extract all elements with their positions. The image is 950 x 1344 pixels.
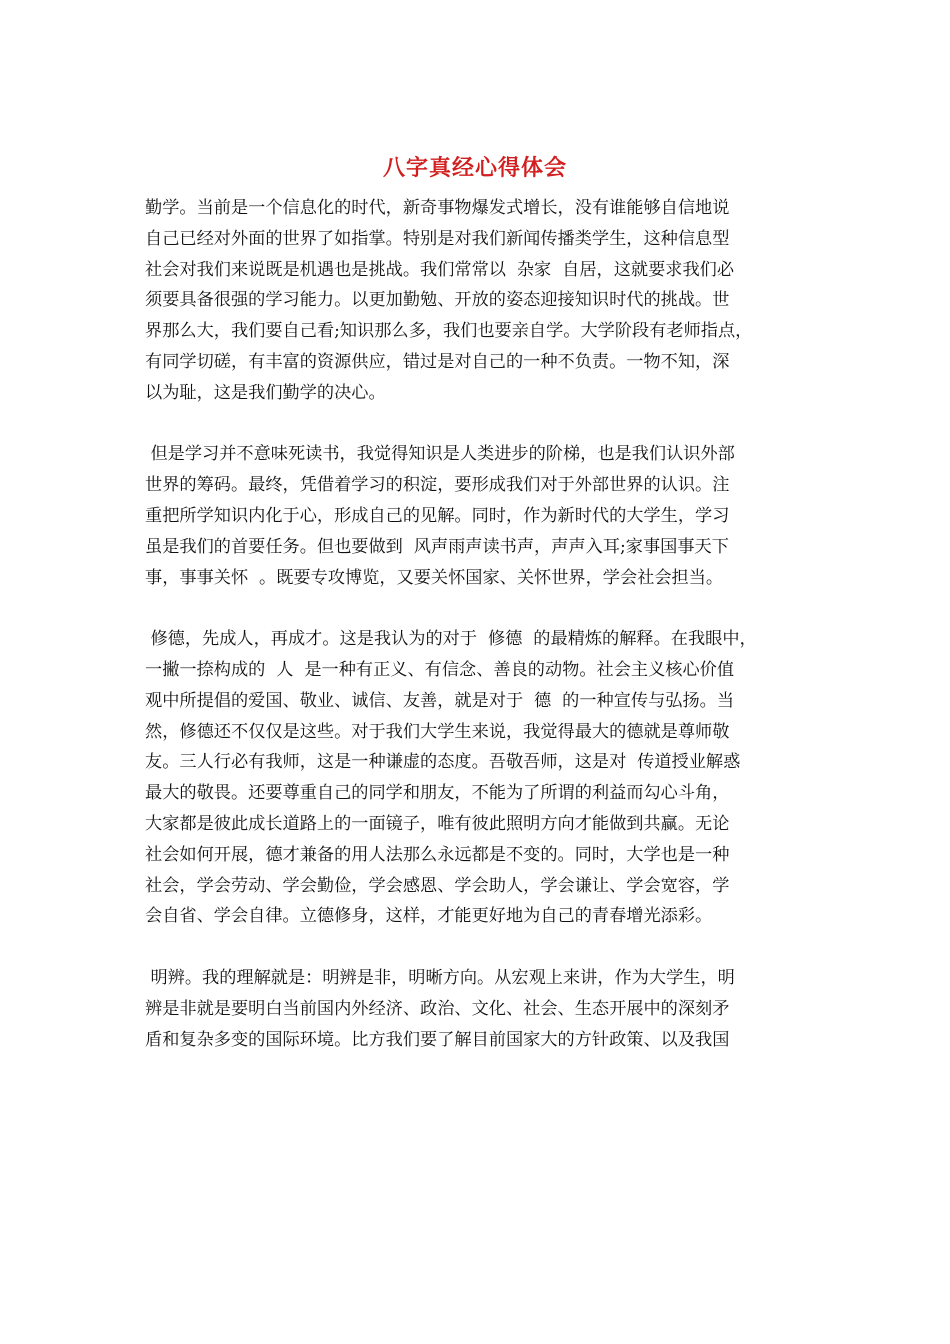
text-line: 社会如何开展，德才兼备的用人法那么永远都是不变的。同时，大学也是一种 <box>145 844 730 865</box>
text-line: 须要具备很强的学习能力。以更加勤勉、开放的姿态迎接知识时代的挑战。世 <box>145 290 730 311</box>
document-title: 八字真经心得体会 <box>382 155 567 181</box>
text-line: 社会，学会劳动、学会勤俭，学会感恩、学会助人，学会谦让、学会宽容，学 <box>145 875 730 896</box>
text-line: 勤学。当前是一个信息化的时代，新奇事物爆发式增长，没有谁能够自信地说 <box>145 198 730 218</box>
text-line: 会自省、学会自律。立德修身，这样，才能更好地为自己的青春增光添彩。 <box>145 906 713 927</box>
text-line: 界那么大，我们要自己看;知识那么多，我们也要亲自学。大学阶段有老师指点， <box>145 321 753 342</box>
text-line: 有同学切磋，有丰富的资源供应，错过是对自己的一种不负责。一物不知，深 <box>145 351 730 372</box>
text-line: 世界的筹码。最终，凭借着学习的积淀，要形成我们对于外部世界的认识。注 <box>145 475 730 496</box>
paragraph-diligent-study <box>145 193 825 409</box>
text-line: 然，修德还不仅仅是这些。对于我们大学生来说，我觉得最大的德就是尊师敬 <box>145 721 730 742</box>
document-body <box>145 193 825 1055</box>
text-line: 重把所学知识内化于心，形成自己的见解。同时，作为新时代的大学生，学习 <box>145 505 730 526</box>
text-line: 但是学习并不意味死读书，我觉得知识是人类进步的阶梯，也是我们认识外部 <box>145 444 735 465</box>
text-line: 社会对我们来说既是机遇也是挑战。我们常常以 杂家 自居，这就要求我们必 <box>145 259 735 280</box>
paragraph-cultivate-virtue <box>145 624 825 932</box>
paragraph-study-not-rote <box>145 439 825 593</box>
text-line: 虽是我们的首要任务。但也要做到 风声雨声读书声，声声入耳;家事国事天下 <box>145 536 729 557</box>
text-line: 最大的敬畏。还要尊重自己的同学和朋友，不能为了所谓的利益而勾心斗角， <box>145 783 730 804</box>
text-line: 修德，先成人，再成才。这是我认为的对于 修德 的最精炼的解释。在我眼中， <box>145 629 757 650</box>
paragraph-spacer <box>145 593 825 624</box>
text-line: 以为耻，这是我们勤学的决心。 <box>145 382 386 403</box>
paragraph-discernment <box>145 963 825 1055</box>
paragraph-spacer <box>145 932 825 963</box>
text-line: 大家都是彼此成长道路上的一面镜子，唯有彼此照明方向才能做到共赢。无论 <box>145 813 730 834</box>
text-line: 一撇一捺构成的 人 是一种有正义、有信念、善良的动物。社会主义核心价值 <box>145 659 735 680</box>
text-line: 观中所提倡的爱国、敬业、诚信、友善，就是对于 德 的一种宣传与弘扬。当 <box>145 690 735 711</box>
text-line: 盾和复杂多变的国际环境。比方我们要了解目前国家大的方针政策、以及我国 <box>145 1029 730 1050</box>
text-line: 辨是非就是要明白当前国内外经济、政治、文化、社会、生态开展中的深刻矛 <box>145 998 730 1019</box>
paragraph-spacer <box>145 409 825 440</box>
text-line: 事，事事关怀 。既要专攻博览，又要关怀国家、关怀世界，学会社会担当。 <box>145 567 724 588</box>
text-line: 友。三人行必有我师，这是一种谦虚的态度。吾敬吾师，这是对 传道授业解惑 <box>145 752 741 773</box>
text-line: 自己已经对外面的世界了如指掌。特别是对我们新闻传播类学生，这种信息型 <box>145 228 730 249</box>
text-line: 明辨。我的理解就是：明辨是非，明晰方向。从宏观上来讲，作为大学生，明 <box>145 967 735 988</box>
